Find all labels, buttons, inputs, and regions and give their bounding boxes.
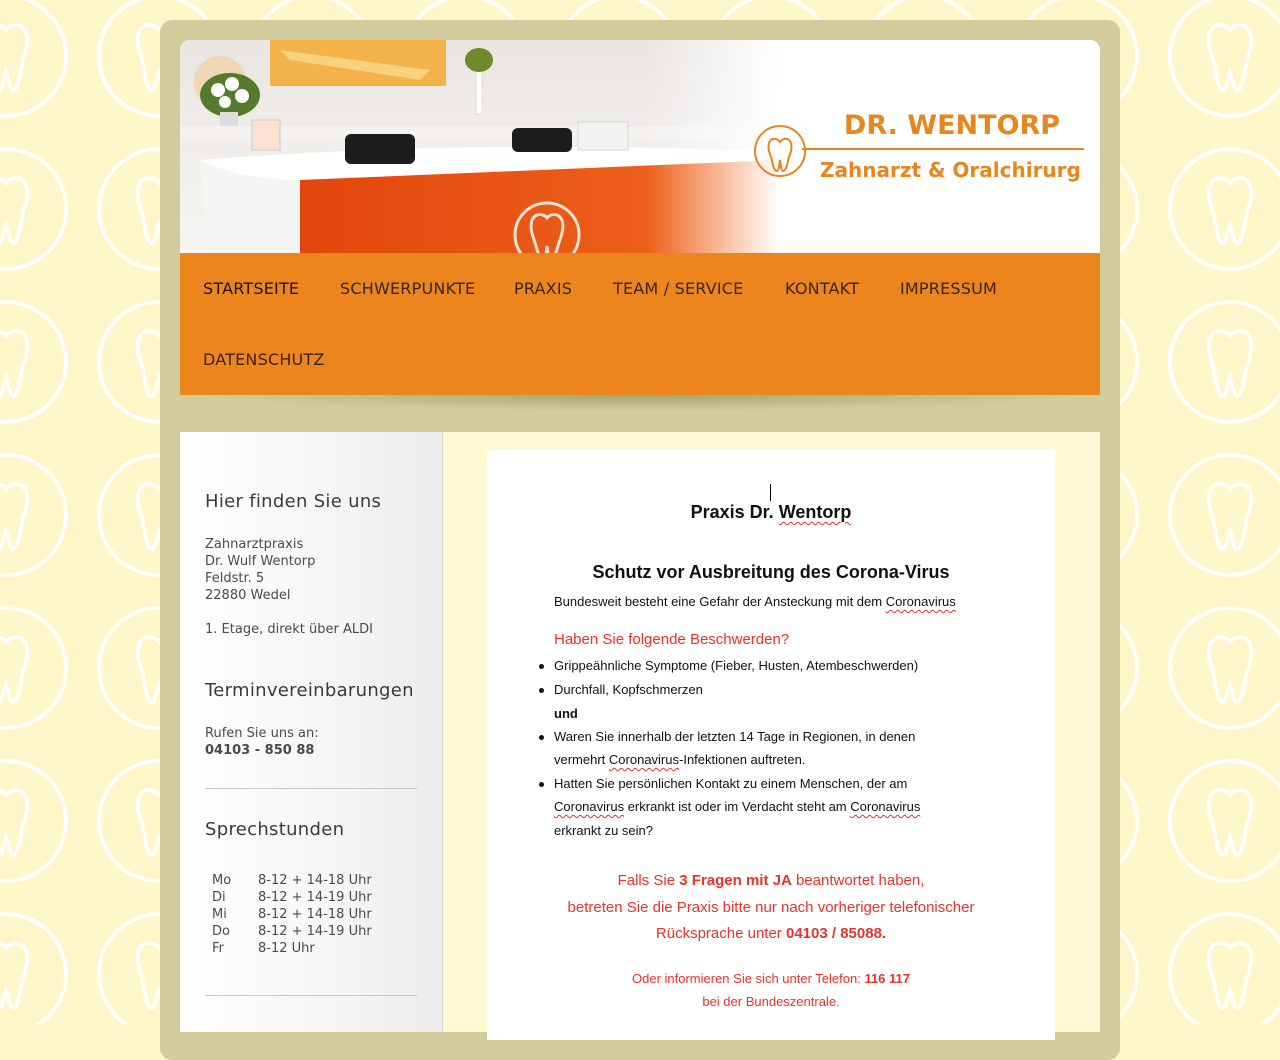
symptom-keyword: Coronavirus — [850, 799, 921, 814]
answer-line: betreten Sie die Praxis bitte nur nach vorheriger telefonischer — [567, 899, 975, 916]
hours-day: Di — [212, 890, 226, 905]
text-cursor — [770, 484, 771, 501]
phone-number[interactable]: 04103 - 850 88 — [205, 743, 315, 758]
site-header — [180, 40, 1100, 253]
nav-item-datenschutz[interactable]: DATENSCHUTZ — [203, 350, 325, 369]
brand-logo[interactable] — [750, 110, 1090, 230]
symptom-item: Grippeähnliche Symptome (Fieber, Husten, Atembeschwerden) — [554, 658, 919, 673]
symptom-text: erkrankt ist oder im Verdacht steht am — [624, 799, 851, 814]
hours-row — [212, 940, 372, 957]
answer-text: Rücksprache unter — [655, 925, 786, 942]
address-line: Feldstr. 5 — [205, 571, 265, 586]
hours-time: 8-12 + 14-19 Uhr — [258, 924, 372, 939]
hours-time: 8-12 + 14-18 Uhr — [258, 873, 372, 888]
hours-row — [212, 923, 372, 940]
divider — [205, 788, 417, 789]
bullet-icon — [539, 782, 544, 787]
symptom-text: vermehrt — [554, 752, 609, 767]
answer-bold: 3 Fragen mit JA — [679, 872, 792, 889]
bullet-icon — [539, 735, 544, 740]
symptom-keyword: Coronavirus — [608, 752, 679, 767]
hours-time: 8-12 Uhr — [258, 941, 315, 956]
symptom-text: -Infektionen auftreten. — [679, 752, 806, 767]
nav-item-schwerpunkte[interactable]: SCHWERPUNKTE — [340, 279, 476, 298]
tooth-logo-icon — [752, 123, 808, 179]
symptom-item: Hatten Sie persönlichen Kontakt zu einem Menschen, der am — [554, 776, 908, 791]
notice-title — [487, 502, 1055, 523]
info-line: bei der Bundeszentrale. — [702, 994, 840, 1009]
answer-line — [487, 925, 1055, 942]
symptom-item-continuation: erkrankt zu sein? — [554, 823, 653, 838]
answer-line — [487, 872, 1055, 889]
answer-text: Falls Sie — [617, 872, 680, 889]
info-line — [487, 971, 1055, 986]
nav-item-startseite[interactable]: STARTSEITE — [203, 279, 300, 298]
bullet-icon — [539, 664, 544, 669]
brand-subtitle: Zahnarzt & Oralchirurg — [820, 158, 1081, 182]
nav-shadow — [200, 395, 1080, 411]
symptom-item-continuation — [554, 752, 805, 767]
hours-day: Mi — [212, 907, 227, 922]
and-label: und — [554, 706, 578, 721]
symptom-item: Waren Sie innerhalb der letzten 14 Tage in Regionen, in denen — [554, 729, 916, 744]
notice-lead — [554, 594, 956, 609]
info-text: Oder informieren Sie sich unter Telefon: — [632, 971, 865, 986]
symptom-keyword: Coronavirus — [554, 799, 625, 814]
symptom-item-continuation — [554, 799, 920, 814]
bullet-icon — [539, 688, 544, 693]
floor-note: 1. Etage, direkt über ALDI — [205, 622, 373, 637]
notice-heading: Schutz vor Ausbreitung des Corona-Virus — [592, 562, 950, 582]
notice-lead-word: Coronavirus — [885, 594, 956, 609]
hours-row — [212, 872, 372, 889]
hours-row — [212, 889, 372, 906]
symptom-item: Durchfall, Kopfschmerzen — [554, 682, 703, 697]
hours-heading: Sprechstunden — [205, 819, 345, 840]
hours-day: Mo — [212, 873, 232, 888]
reception-photo — [180, 40, 780, 253]
symptoms-question: Haben Sie folgende Beschwerden? — [554, 631, 790, 648]
notice-title-prefix: Praxis Dr. — [690, 502, 779, 522]
brand-divider — [802, 148, 1084, 150]
hours-row — [212, 906, 372, 923]
content-area — [180, 432, 1100, 1032]
brand-name: DR. WENTORP — [843, 110, 1061, 141]
divider — [205, 995, 417, 996]
hours-time: 8-12 + 14-19 Uhr — [258, 890, 372, 905]
nav-item-kontakt[interactable]: KONTAKT — [785, 279, 860, 298]
call-label: Rufen Sie uns an: — [205, 726, 319, 741]
location-heading: Hier finden Sie uns — [205, 491, 382, 512]
notice-lead-prefix: Bundesweit besteht eine Gefahr der Ansteckung mit dem — [554, 594, 886, 609]
info-phone: 116 117 — [864, 971, 910, 986]
notice-title-name: Wentorp — [778, 502, 852, 522]
address-line: Dr. Wulf Wentorp — [205, 554, 316, 569]
hours-time: 8-12 + 14-18 Uhr — [258, 907, 372, 922]
nav-item-team-service[interactable]: TEAM / SERVICE — [613, 279, 744, 298]
nav-item-praxis[interactable]: PRAXIS — [514, 279, 573, 298]
hours-day: Do — [212, 924, 230, 939]
address-line: 22880 Wedel — [205, 588, 291, 603]
opening-hours-table — [212, 872, 372, 957]
hours-day: Fr — [212, 941, 224, 956]
nav-item-impressum[interactable]: IMPRESSUM — [900, 279, 998, 298]
appointments-heading: Terminvereinbarungen — [205, 680, 414, 701]
answer-phone: 04103 / 85088. — [785, 925, 887, 942]
corona-notice-image — [487, 450, 1055, 1040]
address-line: Zahnarztpraxis — [205, 537, 304, 552]
main-navigation — [180, 253, 1100, 395]
sidebar — [180, 432, 443, 1032]
answer-text: beantwortet haben, — [791, 872, 925, 889]
